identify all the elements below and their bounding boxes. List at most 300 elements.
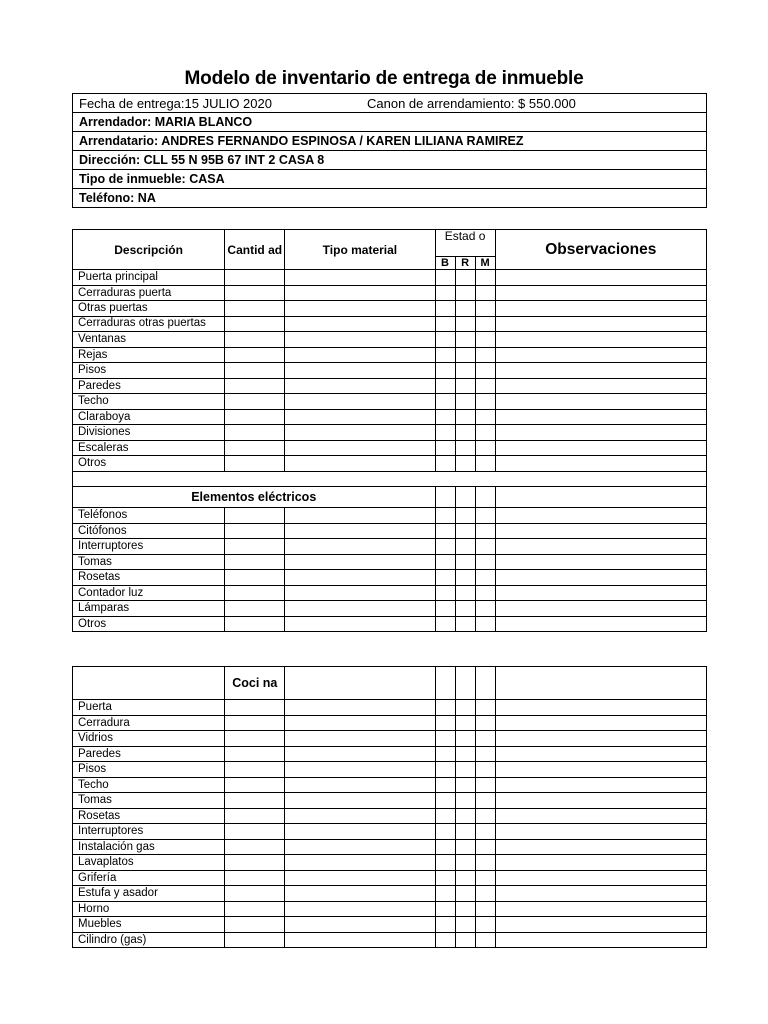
item-cantidad — [225, 616, 285, 632]
item-observaciones — [495, 301, 706, 317]
item-cantidad — [225, 570, 285, 586]
item-estado-r — [455, 523, 475, 539]
item-description: Rosetas — [73, 570, 225, 586]
item-estado-m — [475, 363, 495, 379]
item-tipo-material — [285, 570, 435, 586]
item-cantidad — [225, 347, 285, 363]
item-description: Estufa y asador — [73, 886, 225, 902]
item-estado-b — [435, 824, 455, 840]
item-tipo-material — [285, 808, 435, 824]
item-observaciones — [495, 363, 706, 379]
item-estado-b — [435, 932, 455, 948]
item-estado-m — [475, 901, 495, 917]
item-estado-r — [455, 301, 475, 317]
item-estado-r — [455, 870, 475, 886]
item-estado-r — [455, 901, 475, 917]
item-observaciones — [495, 332, 706, 348]
item-cantidad — [225, 855, 285, 871]
item-observaciones — [495, 731, 706, 747]
item-description: Pisos — [73, 762, 225, 778]
item-tipo-material — [285, 700, 435, 716]
table-row — [73, 394, 707, 410]
table-row — [73, 285, 707, 301]
item-tipo-material — [285, 409, 435, 425]
item-description: Divisiones — [73, 425, 225, 441]
item-description: Vidrios — [73, 731, 225, 747]
item-estado-m — [475, 731, 495, 747]
table-row — [73, 886, 707, 902]
direccion: Dirección: CLL 55 N 95B 67 INT 2 CASA 8 — [73, 151, 707, 170]
item-cantidad — [225, 731, 285, 747]
item-estado-b — [435, 762, 455, 778]
item-observaciones — [495, 394, 706, 410]
item-estado-r — [455, 731, 475, 747]
table-row — [73, 508, 707, 524]
item-description: Pisos — [73, 363, 225, 379]
table-row — [73, 616, 707, 632]
item-cantidad — [225, 301, 285, 317]
item-cantidad — [225, 746, 285, 762]
item-description: Claraboya — [73, 409, 225, 425]
item-tipo-material — [285, 601, 435, 617]
item-description: Grifería — [73, 870, 225, 886]
inventory-table-general — [72, 229, 707, 632]
item-description: Puerta principal — [73, 270, 225, 286]
item-tipo-material — [285, 886, 435, 902]
table-row — [73, 793, 707, 809]
item-estado-r — [455, 616, 475, 632]
item-description: Lavaplatos — [73, 855, 225, 871]
item-description: Rejas — [73, 347, 225, 363]
item-estado-r — [455, 508, 475, 524]
item-estado-m — [475, 855, 495, 871]
item-cantidad — [225, 378, 285, 394]
item-estado-m — [475, 917, 495, 933]
item-estado-m — [475, 301, 495, 317]
table-row — [73, 601, 707, 617]
item-description: Citófonos — [73, 523, 225, 539]
item-estado-m — [475, 777, 495, 793]
item-estado-b — [435, 347, 455, 363]
item-cantidad — [225, 585, 285, 601]
item-description: Tomas — [73, 554, 225, 570]
item-observaciones — [495, 870, 706, 886]
item-estado-m — [475, 932, 495, 948]
item-observaciones — [495, 409, 706, 425]
item-description: Escaleras — [73, 440, 225, 456]
table-row — [73, 901, 707, 917]
item-cantidad — [225, 409, 285, 425]
item-estado-b — [435, 886, 455, 902]
item-cantidad — [225, 777, 285, 793]
item-description: Ventanas — [73, 332, 225, 348]
item-estado-r — [455, 378, 475, 394]
fecha-entrega: Fecha de entrega:15 JULIO 2020 — [79, 95, 272, 111]
item-estado-b — [435, 363, 455, 379]
item-observaciones — [495, 285, 706, 301]
item-estado-m — [475, 270, 495, 286]
item-estado-m — [475, 570, 495, 586]
item-estado-b — [435, 793, 455, 809]
item-estado-r — [455, 456, 475, 472]
item-estado-m — [475, 440, 495, 456]
item-tipo-material — [285, 839, 435, 855]
electricos-header-row — [73, 487, 707, 508]
item-estado-b — [435, 616, 455, 632]
table-row — [73, 932, 707, 948]
table-row — [73, 855, 707, 871]
item-estado-m — [475, 886, 495, 902]
item-observaciones — [495, 700, 706, 716]
item-tipo-material — [285, 394, 435, 410]
item-estado-b — [435, 301, 455, 317]
item-tipo-material — [285, 347, 435, 363]
item-estado-r — [455, 270, 475, 286]
item-estado-b — [435, 316, 455, 332]
item-description: Interruptores — [73, 824, 225, 840]
item-estado-b — [435, 808, 455, 824]
item-estado-m — [475, 870, 495, 886]
table-row — [73, 539, 707, 555]
item-tipo-material — [285, 715, 435, 731]
item-estado-m — [475, 839, 495, 855]
item-estado-r — [455, 425, 475, 441]
item-estado-r — [455, 808, 475, 824]
item-estado-b — [435, 855, 455, 871]
table-row — [73, 746, 707, 762]
item-estado-b — [435, 523, 455, 539]
item-estado-r — [455, 539, 475, 555]
item-observaciones — [495, 440, 706, 456]
item-estado-b — [435, 700, 455, 716]
item-estado-m — [475, 425, 495, 441]
item-observaciones — [495, 917, 706, 933]
item-estado-b — [435, 901, 455, 917]
table-row — [73, 700, 707, 716]
tipo-inmueble: Tipo de inmueble: CASA — [73, 170, 707, 189]
electricos-title: Elementos eléctricos — [73, 487, 436, 508]
item-cantidad — [225, 870, 285, 886]
table-row — [73, 715, 707, 731]
arrendatario: Arrendatario: ANDRES FERNANDO ESPINOSA / KAREN LILIANA RAMIREZ — [73, 132, 707, 151]
header-observaciones: Observaciones — [495, 230, 706, 270]
item-estado-r — [455, 570, 475, 586]
item-description: Cerraduras puerta — [73, 285, 225, 301]
header-row — [73, 230, 707, 257]
item-estado-r — [455, 409, 475, 425]
cocina-title: Coci na — [225, 667, 285, 700]
item-cantidad — [225, 539, 285, 555]
item-estado-m — [475, 456, 495, 472]
item-observaciones — [495, 901, 706, 917]
item-tipo-material — [285, 585, 435, 601]
item-estado-b — [435, 440, 455, 456]
item-estado-m — [475, 394, 495, 410]
item-estado-b — [435, 601, 455, 617]
item-estado-m — [475, 347, 495, 363]
item-cantidad — [225, 554, 285, 570]
item-estado-r — [455, 855, 475, 871]
item-observaciones — [495, 554, 706, 570]
table-row — [73, 316, 707, 332]
inventory-table-cocina — [72, 666, 707, 948]
item-tipo-material — [285, 870, 435, 886]
item-tipo-material — [285, 425, 435, 441]
item-cantidad — [225, 456, 285, 472]
item-tipo-material — [285, 316, 435, 332]
item-estado-b — [435, 378, 455, 394]
table-row — [73, 554, 707, 570]
item-estado-r — [455, 347, 475, 363]
blank-row — [73, 471, 707, 487]
item-estado-m — [475, 762, 495, 778]
item-cantidad — [225, 886, 285, 902]
item-tipo-material — [285, 616, 435, 632]
item-description: Muebles — [73, 917, 225, 933]
item-estado-b — [435, 570, 455, 586]
table-row — [73, 824, 707, 840]
item-description: Techo — [73, 394, 225, 410]
item-estado-b — [435, 554, 455, 570]
table-row — [73, 523, 707, 539]
header-m: M — [475, 257, 495, 270]
item-cantidad — [225, 793, 285, 809]
table-row — [73, 347, 707, 363]
table-row — [73, 731, 707, 747]
table-row — [73, 270, 707, 286]
item-observaciones — [495, 523, 706, 539]
table-row — [73, 585, 707, 601]
item-tipo-material — [285, 378, 435, 394]
item-tipo-material — [285, 523, 435, 539]
item-observaciones — [495, 793, 706, 809]
item-estado-b — [435, 456, 455, 472]
item-estado-m — [475, 601, 495, 617]
item-description: Otros — [73, 616, 225, 632]
item-estado-m — [475, 700, 495, 716]
item-estado-r — [455, 554, 475, 570]
item-tipo-material — [285, 554, 435, 570]
item-description: Rosetas — [73, 808, 225, 824]
item-estado-b — [435, 839, 455, 855]
item-estado-m — [475, 793, 495, 809]
item-observaciones — [495, 746, 706, 762]
item-description: Instalación gas — [73, 839, 225, 855]
item-estado-b — [435, 285, 455, 301]
item-tipo-material — [285, 855, 435, 871]
table-row — [73, 409, 707, 425]
item-description: Paredes — [73, 378, 225, 394]
item-estado-r — [455, 700, 475, 716]
header-cantidad: Cantid ad — [225, 230, 285, 270]
item-estado-r — [455, 394, 475, 410]
table-row — [73, 808, 707, 824]
canon-arrendamiento: Canon de arrendamiento: $ 550.000 — [367, 95, 576, 111]
item-observaciones — [495, 855, 706, 871]
item-observaciones — [495, 839, 706, 855]
item-estado-b — [435, 917, 455, 933]
item-cantidad — [225, 523, 285, 539]
item-tipo-material — [285, 932, 435, 948]
item-estado-r — [455, 440, 475, 456]
item-description: Horno — [73, 901, 225, 917]
item-observaciones — [495, 539, 706, 555]
item-estado-m — [475, 808, 495, 824]
item-estado-m — [475, 523, 495, 539]
item-observaciones — [495, 508, 706, 524]
item-estado-m — [475, 746, 495, 762]
item-observaciones — [495, 886, 706, 902]
item-tipo-material — [285, 901, 435, 917]
item-estado-m — [475, 508, 495, 524]
table-row — [73, 440, 707, 456]
item-estado-b — [435, 409, 455, 425]
table-row — [73, 301, 707, 317]
item-tipo-material — [285, 285, 435, 301]
item-estado-r — [455, 746, 475, 762]
item-observaciones — [495, 715, 706, 731]
item-tipo-material — [285, 731, 435, 747]
item-estado-r — [455, 585, 475, 601]
table-row — [73, 762, 707, 778]
item-cantidad — [225, 363, 285, 379]
item-estado-b — [435, 777, 455, 793]
item-estado-m — [475, 824, 495, 840]
table-row — [73, 363, 707, 379]
item-tipo-material — [285, 440, 435, 456]
item-estado-m — [475, 409, 495, 425]
item-cantidad — [225, 762, 285, 778]
item-description: Cerradura — [73, 715, 225, 731]
item-estado-r — [455, 824, 475, 840]
item-estado-b — [435, 731, 455, 747]
item-estado-r — [455, 777, 475, 793]
item-estado-b — [435, 425, 455, 441]
item-estado-r — [455, 363, 475, 379]
item-estado-r — [455, 316, 475, 332]
item-description: Paredes — [73, 746, 225, 762]
item-estado-r — [455, 601, 475, 617]
header-tipo-material: Tipo material — [285, 230, 435, 270]
item-cantidad — [225, 901, 285, 917]
item-tipo-material — [285, 777, 435, 793]
item-cantidad — [225, 440, 285, 456]
arrendador: Arrendador: MARIA BLANCO — [73, 113, 707, 132]
item-cantidad — [225, 839, 285, 855]
table-row — [73, 332, 707, 348]
item-estado-m — [475, 332, 495, 348]
item-cantidad — [225, 316, 285, 332]
item-cantidad — [225, 601, 285, 617]
item-observaciones — [495, 601, 706, 617]
item-estado-b — [435, 746, 455, 762]
item-estado-r — [455, 793, 475, 809]
telefono: Teléfono: NA — [73, 189, 707, 208]
item-tipo-material — [285, 746, 435, 762]
item-estado-b — [435, 539, 455, 555]
item-estado-r — [455, 332, 475, 348]
item-cantidad — [225, 285, 285, 301]
item-estado-b — [435, 715, 455, 731]
item-observaciones — [495, 570, 706, 586]
header-descripcion: Descripción — [73, 230, 225, 270]
item-description: Contador luz — [73, 585, 225, 601]
item-observaciones — [495, 808, 706, 824]
item-observaciones — [495, 347, 706, 363]
item-observaciones — [495, 824, 706, 840]
item-tipo-material — [285, 762, 435, 778]
item-estado-b — [435, 585, 455, 601]
item-cantidad — [225, 425, 285, 441]
table-row — [73, 456, 707, 472]
item-observaciones — [495, 425, 706, 441]
item-tipo-material — [285, 363, 435, 379]
item-description: Interruptores — [73, 539, 225, 555]
item-cantidad — [225, 824, 285, 840]
header-b: B — [435, 257, 455, 270]
item-estado-b — [435, 870, 455, 886]
item-estado-m — [475, 285, 495, 301]
item-cantidad — [225, 932, 285, 948]
item-description: Tomas — [73, 793, 225, 809]
table-row — [73, 917, 707, 933]
item-estado-m — [475, 378, 495, 394]
item-cantidad — [225, 394, 285, 410]
item-observaciones — [495, 270, 706, 286]
item-tipo-material — [285, 793, 435, 809]
info-row-fecha — [73, 94, 707, 113]
document-title: Modelo de inventario de entrega de inmueble — [184, 68, 584, 89]
item-tipo-material — [285, 456, 435, 472]
table-row — [73, 839, 707, 855]
item-estado-b — [435, 508, 455, 524]
item-estado-r — [455, 932, 475, 948]
item-observaciones — [495, 777, 706, 793]
item-estado-m — [475, 539, 495, 555]
item-tipo-material — [285, 917, 435, 933]
item-observaciones — [495, 616, 706, 632]
item-observaciones — [495, 378, 706, 394]
item-observaciones — [495, 762, 706, 778]
item-tipo-material — [285, 824, 435, 840]
item-observaciones — [495, 316, 706, 332]
item-cantidad — [225, 700, 285, 716]
item-estado-m — [475, 316, 495, 332]
item-description: Cilindro (gas) — [73, 932, 225, 948]
item-observaciones — [495, 456, 706, 472]
table-row — [73, 378, 707, 394]
item-description: Puerta — [73, 700, 225, 716]
table-row — [73, 870, 707, 886]
table-row — [73, 425, 707, 441]
item-estado-m — [475, 616, 495, 632]
item-estado-b — [435, 270, 455, 286]
item-cantidad — [225, 508, 285, 524]
item-estado-r — [455, 917, 475, 933]
item-description: Cerraduras otras puertas — [73, 316, 225, 332]
item-cantidad — [225, 270, 285, 286]
item-cantidad — [225, 715, 285, 731]
item-estado-b — [435, 332, 455, 348]
item-estado-r — [455, 285, 475, 301]
cocina-header-row — [73, 667, 707, 700]
item-tipo-material — [285, 332, 435, 348]
item-description: Otros — [73, 456, 225, 472]
item-observaciones — [495, 585, 706, 601]
item-estado-r — [455, 839, 475, 855]
item-estado-r — [455, 762, 475, 778]
item-description: Teléfonos — [73, 508, 225, 524]
